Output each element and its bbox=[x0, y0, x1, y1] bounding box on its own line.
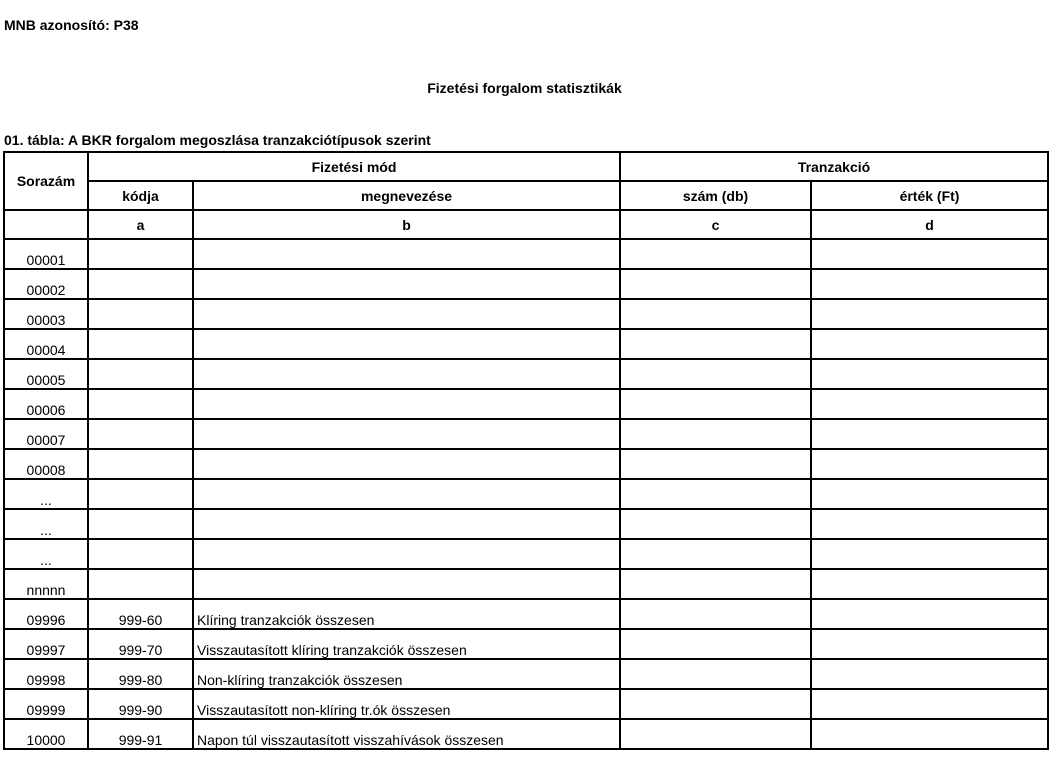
row-count-cell bbox=[620, 239, 811, 269]
row-value-cell bbox=[811, 359, 1048, 389]
row-count-cell bbox=[620, 329, 811, 359]
row-value-cell bbox=[811, 659, 1048, 689]
header-row-columns bbox=[4, 181, 1048, 210]
row-name-cell bbox=[193, 449, 620, 479]
row-count-cell bbox=[620, 359, 811, 389]
table-row bbox=[4, 299, 1048, 329]
row-count-cell bbox=[620, 599, 811, 629]
row-number-cell: ... bbox=[4, 509, 88, 539]
row-code-cell bbox=[88, 299, 193, 329]
row-value-cell bbox=[811, 719, 1048, 749]
table-caption: 01. tábla: A BKR forgalom megoszlása tranzakciótípusok szerint bbox=[4, 132, 431, 148]
row-code-cell bbox=[88, 569, 193, 599]
table-row bbox=[4, 719, 1048, 749]
row-count-cell bbox=[620, 419, 811, 449]
group-header-tranzakcio: Tranzakció bbox=[620, 152, 1048, 181]
row-number-cell: 00002 bbox=[4, 269, 88, 299]
row-number-cell: 00004 bbox=[4, 329, 88, 359]
letter-cell-b: b bbox=[193, 210, 620, 239]
table-row bbox=[4, 329, 1048, 359]
col-header-kodja: kódja bbox=[88, 181, 193, 210]
row-count-cell bbox=[620, 449, 811, 479]
row-number-cell: 00008 bbox=[4, 449, 88, 479]
col-header-sorazam: Sorazám bbox=[4, 152, 88, 210]
row-code-cell: 999-80 bbox=[88, 659, 193, 689]
row-value-cell bbox=[811, 239, 1048, 269]
row-value-cell bbox=[811, 509, 1048, 539]
row-number-cell: 00006 bbox=[4, 389, 88, 419]
row-number-cell: nnnnn bbox=[4, 569, 88, 599]
table-row bbox=[4, 509, 1048, 539]
row-name-cell bbox=[193, 479, 620, 509]
row-name-cell bbox=[193, 539, 620, 569]
report-table bbox=[3, 151, 1049, 750]
table-row bbox=[4, 269, 1048, 299]
row-count-cell bbox=[620, 659, 811, 689]
table-body bbox=[4, 239, 1048, 749]
table-row bbox=[4, 389, 1048, 419]
row-value-cell bbox=[811, 269, 1048, 299]
group-header-fizetesi-mod: Fizetési mód bbox=[88, 152, 620, 181]
col-header-ertek: érték (Ft) bbox=[811, 181, 1048, 210]
row-number-cell: 09996 bbox=[4, 599, 88, 629]
row-number-cell: 09999 bbox=[4, 689, 88, 719]
row-code-cell bbox=[88, 539, 193, 569]
col-header-megnevezese: megnevezése bbox=[193, 181, 620, 210]
letter-cell-a: a bbox=[88, 210, 193, 239]
row-name-cell bbox=[193, 239, 620, 269]
row-name-cell bbox=[193, 299, 620, 329]
document-title: Fizetési forgalom statisztikák bbox=[427, 80, 622, 96]
row-count-cell bbox=[620, 539, 811, 569]
mnb-identifier: MNB azonosító: P38 bbox=[4, 17, 139, 33]
row-name-cell: Visszautasított non-klíring tr.ók összesen bbox=[193, 689, 620, 719]
row-name-cell bbox=[193, 569, 620, 599]
row-name-cell: Visszautasított klíring tranzakciók összesen bbox=[193, 629, 620, 659]
row-value-cell bbox=[811, 689, 1048, 719]
row-value-cell bbox=[811, 419, 1048, 449]
row-code-cell bbox=[88, 359, 193, 389]
row-value-cell bbox=[811, 299, 1048, 329]
row-name-cell bbox=[193, 329, 620, 359]
row-name-cell: Non-klíring tranzakciók összesen bbox=[193, 659, 620, 689]
row-count-cell bbox=[620, 509, 811, 539]
row-code-cell: 999-60 bbox=[88, 599, 193, 629]
table-row bbox=[4, 239, 1048, 269]
row-code-cell: 999-90 bbox=[88, 689, 193, 719]
row-name-cell: Napon túl visszautasított visszahívások összesen bbox=[193, 719, 620, 749]
row-count-cell bbox=[620, 389, 811, 419]
row-number-cell: 10000 bbox=[4, 719, 88, 749]
row-count-cell bbox=[620, 719, 811, 749]
table-row bbox=[4, 359, 1048, 389]
header-row-groups bbox=[4, 152, 1048, 181]
row-code-cell bbox=[88, 479, 193, 509]
row-code-cell bbox=[88, 269, 193, 299]
table-row bbox=[4, 449, 1048, 479]
row-number-cell: 00001 bbox=[4, 239, 88, 269]
table-row bbox=[4, 569, 1048, 599]
letter-cell-d: d bbox=[811, 210, 1048, 239]
row-value-cell bbox=[811, 599, 1048, 629]
row-name-cell bbox=[193, 389, 620, 419]
row-code-cell bbox=[88, 509, 193, 539]
table-row bbox=[4, 419, 1048, 449]
row-value-cell bbox=[811, 539, 1048, 569]
row-count-cell bbox=[620, 569, 811, 599]
row-code-cell: 999-70 bbox=[88, 629, 193, 659]
row-code-cell bbox=[88, 239, 193, 269]
table-row bbox=[4, 479, 1048, 509]
row-number-cell: 09998 bbox=[4, 659, 88, 689]
row-code-cell bbox=[88, 389, 193, 419]
row-value-cell bbox=[811, 389, 1048, 419]
row-number-cell: 00003 bbox=[4, 299, 88, 329]
table-row bbox=[4, 629, 1048, 659]
row-value-cell bbox=[811, 329, 1048, 359]
table-row bbox=[4, 539, 1048, 569]
row-code-cell bbox=[88, 449, 193, 479]
row-value-cell bbox=[811, 449, 1048, 479]
row-count-cell bbox=[620, 479, 811, 509]
row-name-cell bbox=[193, 359, 620, 389]
row-count-cell bbox=[620, 269, 811, 299]
row-name-cell: Klíring tranzakciók összesen bbox=[193, 599, 620, 629]
row-number-cell: 00005 bbox=[4, 359, 88, 389]
letter-cell-empty bbox=[4, 210, 88, 239]
letter-cell-c: c bbox=[620, 210, 811, 239]
row-value-cell bbox=[811, 479, 1048, 509]
table-row bbox=[4, 599, 1048, 629]
row-number-cell: ... bbox=[4, 479, 88, 509]
row-count-cell bbox=[620, 689, 811, 719]
row-count-cell bbox=[620, 629, 811, 659]
table-row bbox=[4, 689, 1048, 719]
row-number-cell: 09997 bbox=[4, 629, 88, 659]
col-header-szam: szám (db) bbox=[620, 181, 811, 210]
header-row-letters bbox=[4, 210, 1048, 239]
row-count-cell bbox=[620, 299, 811, 329]
row-name-cell bbox=[193, 419, 620, 449]
row-number-cell: ... bbox=[4, 539, 88, 569]
row-code-cell bbox=[88, 419, 193, 449]
row-name-cell bbox=[193, 509, 620, 539]
row-value-cell bbox=[811, 569, 1048, 599]
row-code-cell: 999-91 bbox=[88, 719, 193, 749]
row-number-cell: 00007 bbox=[4, 419, 88, 449]
row-code-cell bbox=[88, 329, 193, 359]
row-value-cell bbox=[811, 629, 1048, 659]
table-row bbox=[4, 659, 1048, 689]
row-name-cell bbox=[193, 269, 620, 299]
